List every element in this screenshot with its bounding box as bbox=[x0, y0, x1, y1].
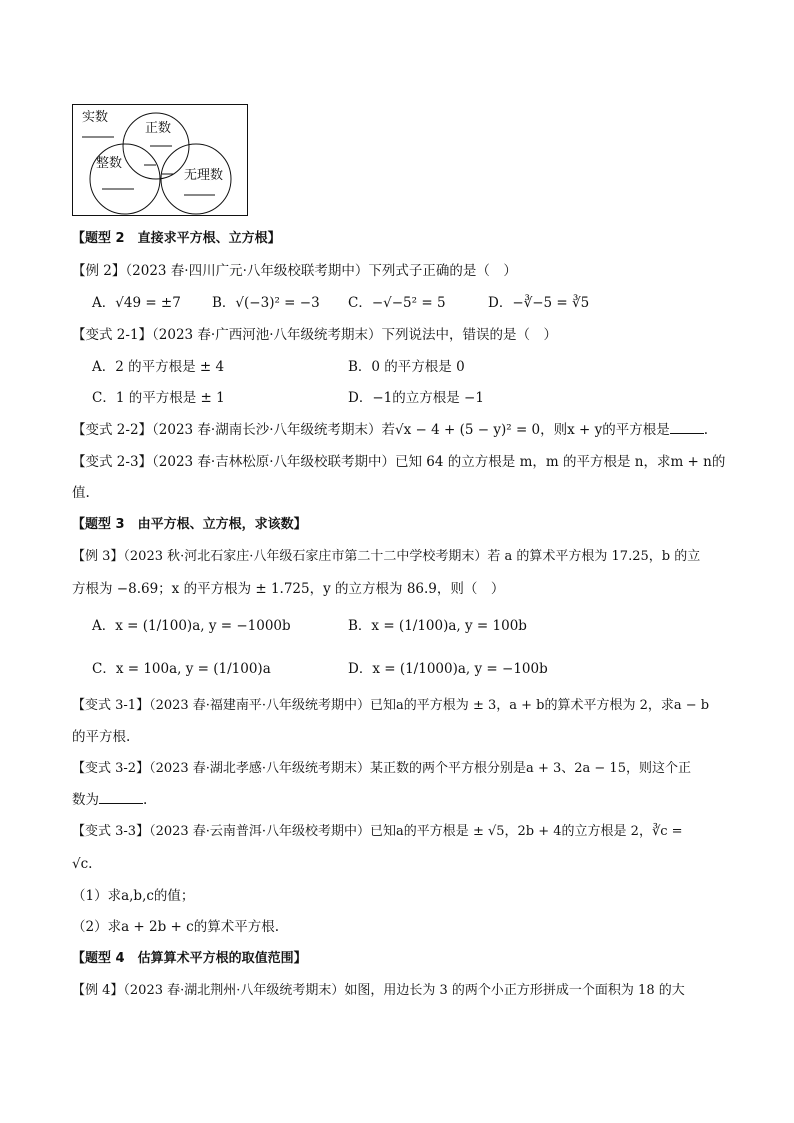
example-3-option-b: B．x = (1/100)a, y = 100b bbox=[348, 618, 527, 634]
example-2-option-c: C．−√−5² = 5 bbox=[348, 295, 446, 311]
variant-2-3-label: 【变式 2-3】 bbox=[72, 454, 153, 470]
variant-3-2-line-1 bbox=[72, 760, 691, 778]
variant-2-2-end: . bbox=[703, 422, 709, 438]
example-4-label: 【例 4】 bbox=[72, 983, 124, 998]
variant-3-1-line-1 bbox=[72, 697, 709, 715]
variant-2-3-question: 已知 64 的立方根是 m，m 的平方根是 n，求m + n的 bbox=[395, 454, 726, 470]
variant-3-3-line-1 bbox=[72, 823, 683, 841]
section-3-heading: 【题型 3 由平方根、立方根，求该数】 bbox=[72, 517, 307, 532]
variant-2-2-label: 【变式 2-2】 bbox=[72, 422, 153, 438]
example-3-option-c: C．x = 100a, y = (1/100)a bbox=[92, 661, 271, 677]
example-2-question: 下列式子正确的是（ ） bbox=[368, 263, 517, 279]
variant-2-1-option-a: A．2 的平方根是 ± 4 bbox=[92, 359, 225, 375]
variant-3-1-text-1: （2023 春·福建南平·八年级统考期中）已知a的平方根为 ± 3，a + b的算术平方根为 2，求a − b bbox=[149, 698, 710, 713]
variant-2-3-cont: 值. bbox=[72, 485, 90, 501]
example-3-option-d: D．x = (1/1000)a, y = −100b bbox=[348, 661, 548, 677]
venn-label-integer: 整数 bbox=[96, 156, 123, 171]
variant-2-1-question: 下列说法中，错误的是（ ） bbox=[381, 327, 558, 343]
venn-diagram bbox=[72, 104, 248, 216]
section-2-heading: 【题型 2 直接求平方根、立方根】 bbox=[72, 231, 281, 246]
variant-2-2-source: （2023 春·湖南长沙·八年级统考期末） bbox=[152, 422, 382, 438]
variant-2-1-source: （2023 春·广西河池·八年级统考期末） bbox=[152, 327, 382, 343]
example-3-line-2: 方根为 −8.69；x 的平方根为 ± 1.725，y 的立方根为 86.9，则（ ） bbox=[72, 581, 505, 597]
variant-2-3-stem bbox=[72, 453, 725, 471]
variant-3-2-answer-blank[interactable] bbox=[99, 791, 143, 804]
variant-3-1-label: 【变式 3-1】 bbox=[72, 698, 150, 713]
variant-3-2-line-2 bbox=[72, 791, 147, 809]
example-3-line-1 bbox=[72, 548, 700, 566]
example-2-option-a: A．√49 = ±7 bbox=[92, 295, 181, 311]
variant-3-1-line-2: 的平方根. bbox=[72, 729, 131, 745]
variant-2-1-option-b: B．0 的平方根是 0 bbox=[348, 359, 465, 375]
venn-label-positive: 正数 bbox=[145, 121, 172, 136]
section-4-heading: 【题型 4 估算算术平方根的取值范围】 bbox=[72, 951, 307, 966]
variant-3-2-text-1: （2023 春·湖北孝感·八年级统考期末）某正数的两个平方根分别是a + 3、2a − 15，则这个正 bbox=[149, 761, 691, 776]
variant-2-2-stem bbox=[72, 421, 708, 439]
example-2-stem bbox=[72, 262, 517, 280]
variant-2-1-stem bbox=[72, 326, 557, 344]
variant-2-2-question: 若√x − 4 + (5 − y)² = 0，则x + y的平方根是 bbox=[381, 422, 670, 438]
variant-2-1-label: 【变式 2-1】 bbox=[72, 327, 153, 343]
variant-3-3-text-1: （2023 春·云南普洱·八年级校考期中）已知a的平方根是 ± √5，2b + 4的立方根是 2，∛c = bbox=[149, 824, 683, 839]
variant-2-1-option-d: D．−1的立方根是 −1 bbox=[348, 390, 484, 406]
example-4-line-1 bbox=[72, 982, 685, 1000]
venn-label-real: 实数 bbox=[82, 110, 109, 125]
variant-2-3-source: （2023 春·吉林松原·八年级校联考期中） bbox=[152, 454, 396, 470]
example-2-source: （2023 春·四川广元·八年级校联考期中） bbox=[125, 263, 369, 279]
example-2-label: 【例 2】 bbox=[72, 263, 126, 279]
variant-3-3-question-2: （2）求a + 2b + c的算术平方根. bbox=[72, 919, 280, 935]
variant-3-3-question-1: （1）求a,b,c的值； bbox=[72, 888, 195, 904]
variant-3-3-label: 【变式 3-3】 bbox=[72, 824, 150, 839]
example-2-option-d: D．−∛−5 = ∛5 bbox=[488, 295, 590, 311]
variant-3-2-end: . bbox=[143, 792, 148, 808]
example-3-option-a: A．x = (1/100)a, y = −1000b bbox=[92, 618, 291, 634]
variant-2-1-option-c: C．1 的平方根是 ± 1 bbox=[92, 390, 225, 406]
variant-2-2-answer-blank[interactable] bbox=[670, 421, 704, 434]
venn-label-irrational: 无理数 bbox=[184, 168, 224, 183]
example-3-label: 【例 3】 bbox=[72, 549, 124, 564]
example-4-text-1: （2023 春·湖北荆州·八年级统考期末）如图，用边长为 3 的两个小正方形拼成一个面积为 18 的大 bbox=[123, 983, 685, 998]
variant-3-2-label: 【变式 3-2】 bbox=[72, 761, 150, 776]
variant-3-2-text-2: 数为 bbox=[72, 792, 99, 808]
example-3-text-1: （2023 秋·河北石家庄·八年级石家庄市第二十二中学校考期末）若 a 的算术平方根为 17.25，b 的立 bbox=[123, 549, 701, 564]
variant-3-3-line-2: √c. bbox=[72, 856, 93, 872]
example-2-option-b: B．√(−3)² = −3 bbox=[212, 295, 320, 311]
